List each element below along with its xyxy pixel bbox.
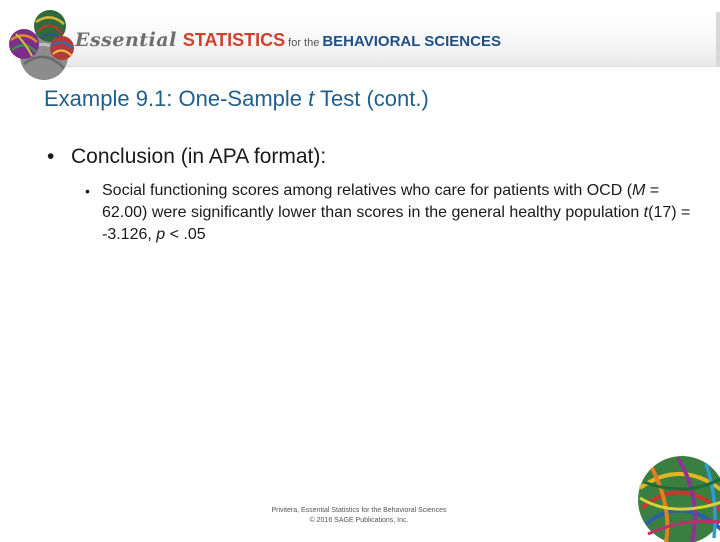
result-m-symbol: M (632, 182, 646, 199)
bullet-conclusion (47, 145, 326, 169)
result-text-part2: = 62.00) were significantly lower than scores in the general healthy population (102, 182, 660, 221)
sub-bullet-result (85, 180, 702, 246)
title-text-before: Example 9.1: One-Sample (44, 86, 309, 111)
bullet-conclusion-text: Conclusion (in APA format): (71, 145, 327, 168)
book-title-for: for the (288, 37, 320, 49)
rubber-band-ball-icon (622, 438, 720, 542)
result-text-part1: Social functioning scores among relatives who care for patients with OCD ( (102, 182, 633, 199)
rubber-band-balls-logo-icon (4, 4, 84, 84)
header-banner (0, 0, 720, 90)
bullet-dot: • (47, 145, 55, 168)
book-title (75, 26, 501, 57)
slide-title (44, 86, 429, 112)
header-edge (716, 12, 720, 66)
result-text-part4: < .05 (165, 226, 206, 243)
book-title-statistics: STATISTICS (182, 30, 286, 50)
footer-line-2: © 2016 SAGE Publications, Inc. (309, 517, 409, 524)
book-title-behavioral: BEHAVIORAL SCIENCES (322, 33, 501, 50)
result-p-symbol: p (156, 226, 166, 243)
title-text-after: Test (cont.) (314, 86, 429, 111)
result-t-symbol: t (643, 204, 649, 221)
sub-bullet-dot: • (85, 183, 90, 199)
title-t-italic: t (308, 86, 315, 111)
footer-citation (230, 506, 488, 526)
result-text-part3: (17) = -3.126, (102, 204, 691, 243)
footer-line-1: Privitera, Essential Statistics for the Behavioral Sciences (271, 507, 447, 514)
book-title-essential: Essential (75, 29, 177, 51)
